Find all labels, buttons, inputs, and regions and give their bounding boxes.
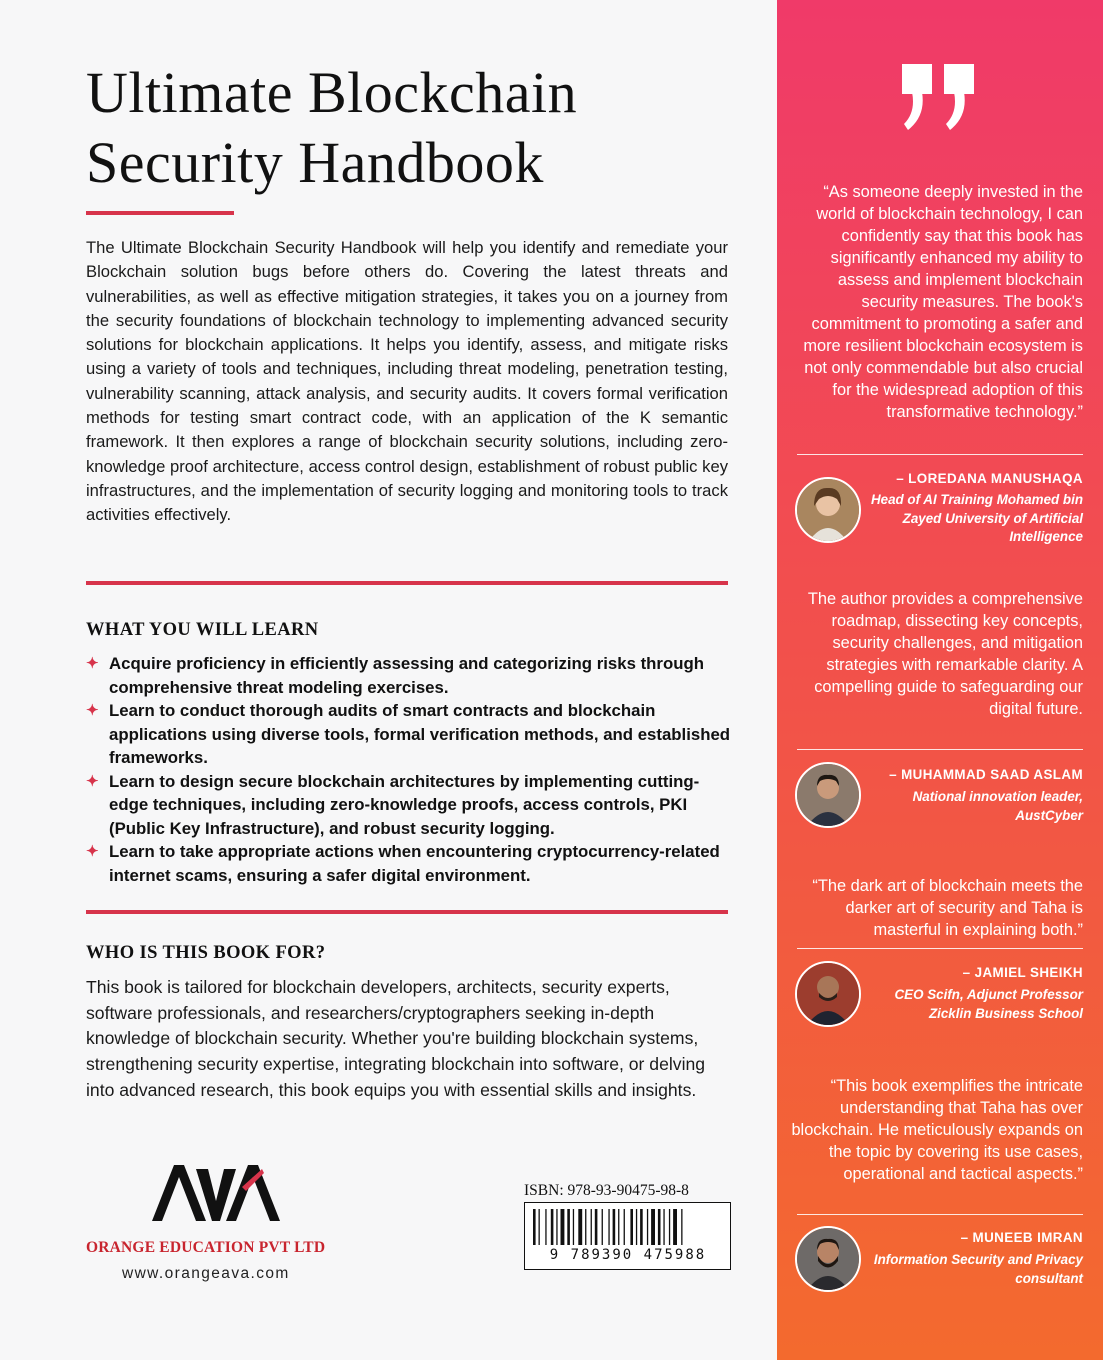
book-title-line-1: Ultimate Blockchain [86,60,578,125]
avatar [795,477,861,543]
avatar [795,961,861,1027]
testimonial-divider [797,1214,1083,1215]
testimonial-name: – JAMIEL SHEIKH [962,965,1083,980]
star-bullet-icon: ✦ [86,772,99,790]
learn-heading: WHAT YOU WILL LEARN [86,620,319,640]
isbn-label: ISBN: 978-93-90475-98-8 [524,1182,689,1199]
barcode [524,1202,731,1270]
testimonial-divider [797,454,1083,455]
audience-heading: WHO IS THIS BOOK FOR? [86,943,326,963]
ava-logo [150,1163,282,1223]
testimonial-quote: “As someone deeply invested in the world of blockchain technology, I can confidently say that this book has significantly enhanced my ability to assess and implement blockchain security measures. The book's commitment to promoting a safer and more resilient blockchain ecosystem is not only commendable but also crucial for the widespread adoption of this transformative technology.” [803,183,1083,421]
star-bullet-icon: ✦ [86,702,99,719]
title-underline [86,211,234,215]
book-title [86,58,766,198]
testimonial-name: – MUHAMMAD SAAD ASLAM [889,767,1083,782]
learn-list [86,652,736,887]
testimonial-name: – LOREDANA MANUSHAQA [896,471,1083,486]
book-description: The Ultimate Blockchain Security Handbook will help you identify and remediate your Blockchain solution bugs before others do. Covering the latest threats and vulnerabilities, as well as effective mitigation strategies, it takes you on a journey from the security foundations of blockchain technology to implementing advanced security solutions for blockchain applications. It helps you identify, assess, and mitigate risks using a variety of tools and techniques, including threat modeling, penetration testing, vulnerability scanning, attack analysis, and security audits. It covers formal verification methods for testing smart contract code, with an application of the K semantic framework. It then explores a range of blockchain security solutions, including zero-knowledge proof architecture, access control design, establishment of robust public key infrastructures, and the implementation of security logging and monitoring tools to track activities effectively. [86,238,728,525]
publisher-name: ORANGE EDUCATION PVT LTD [86,1239,326,1256]
book-title-line-2: Security Handbook [86,130,544,195]
divider [86,581,728,585]
publisher-website: www.orangeava.com [122,1265,290,1282]
testimonial-role: National innovation leader, AustCyber [912,789,1083,823]
avatar [795,1226,861,1292]
divider [86,910,728,914]
barcode-bars [533,1209,723,1245]
learn-item: ✦ Acquire proficiency in efficiently assessing and categorizing risks through comprehensive threat modeling exercises. [86,654,704,697]
testimonial-role: Information Security and Privacy consultant [873,1252,1083,1286]
star-bullet-icon: ✦ [86,655,99,672]
testimonial-quote: The author provides a comprehensive roadmap, dissecting key concepts, security challenges, and mitigation strategies with remarkable clarity. A compelling guide to safeguarding our digital future. [807,590,1083,718]
testimonial-role: CEO Scifn, Adjunct Professor Zicklin Business School [894,987,1083,1021]
testimonial-divider [797,749,1083,750]
star-bullet-icon: ✦ [86,843,99,860]
avatar [795,762,861,828]
testimonial-name: – MUNEEB IMRAN [960,1230,1083,1245]
testimonial-role: Head of AI Training Mohamed bin Zayed University of Artificial Intelligence [870,492,1083,544]
barcode-digits: 9 789390 475988 [549,1247,707,1263]
audience-text: This book is tailored for blockchain developers, architects, security experts, software professionals, and researchers/cryptographers seeking in-depth knowledge of blockchain security. Whether you're building blockchain systems, strengthening security expertise, integrating blockchain into software, or delving into advanced research, this book equips you with essential skills and insights. [86,977,706,1100]
testimonial-quote: “This book exemplifies the intricate understanding that Taha has over blockchain. He meticulously expands on the topic by covering its use cases, operational and tactical aspects.” [791,1077,1083,1183]
quote-mark-icon [900,62,978,134]
learn-item: ✦ Learn to take appropriate actions when encountering cryptocurrency-related internet scams, ensuring a safer digital environment. [86,842,720,885]
testimonial-quote: “The dark art of blockchain meets the darker art of security and Taha is masterful in explaining both.” [812,877,1083,939]
testimonial-divider [797,948,1083,949]
learn-item: ✦ Learn to design secure blockchain architectures by implementing cutting-edge techniques, including zero-knowledge proofs, access controls, PKI (Public Key Infrastructure), and robust security logging. [86,771,700,838]
learn-item: ✦ Learn to conduct thorough audits of smart contracts and blockchain applications using diverse tools, formal verification methods, and established frameworks. [86,701,731,767]
